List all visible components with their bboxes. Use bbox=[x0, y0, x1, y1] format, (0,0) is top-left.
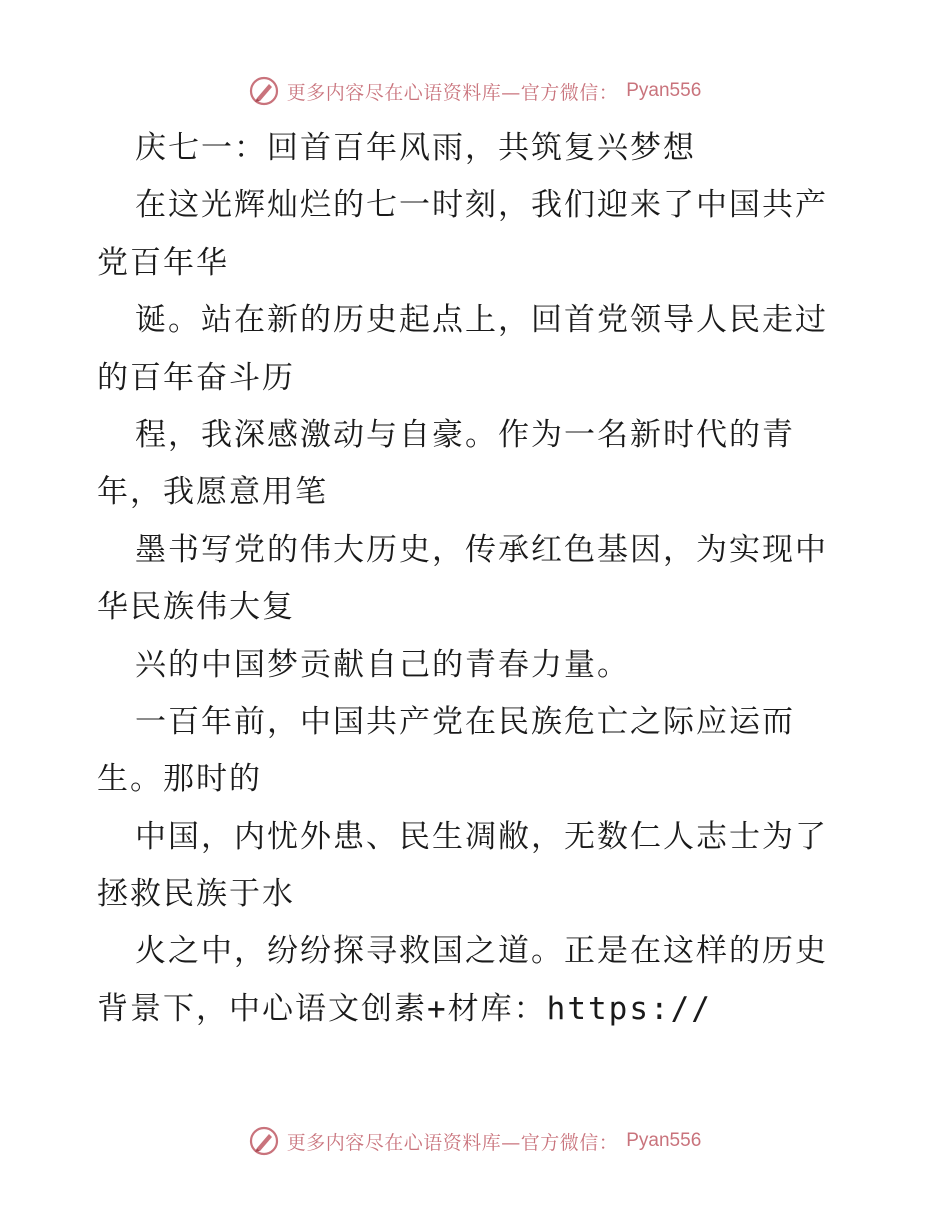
footer-watermark bbox=[0, 1121, 950, 1161]
text-line: 庆七一：回首百年风雨，共筑复兴梦想 bbox=[135, 130, 696, 166]
text-line: 程，我深感激动与自豪。作为一名新时代的青 bbox=[135, 416, 795, 453]
text-line: 生。那时的 bbox=[97, 761, 262, 798]
text-line: 诞。站在新的历史起点上，回首党领导人民走过 bbox=[135, 302, 828, 339]
text-line: 党百年华 bbox=[97, 244, 229, 281]
watermark-text: 更多内容尽在心语资料库—官方微信： bbox=[286, 81, 619, 104]
text-line: 中国，内忧外患、民生凋敝，无数仁人志士为了 bbox=[135, 818, 828, 855]
pen-logo-icon bbox=[249, 1126, 279, 1156]
watermark-text: 更多内容尽在心语资料库—官方微信： bbox=[286, 1131, 619, 1154]
header-watermark bbox=[0, 71, 950, 111]
watermark-account: Pyan556 bbox=[626, 80, 702, 101]
text-line: 在这光辉灿烂的七一时刻，我们迎来了中国共产 bbox=[135, 187, 828, 224]
text-line: 华民族伟大复 bbox=[97, 589, 295, 626]
text-line: 墨书写党的伟大历史，传承红色基因，为实现中 bbox=[135, 531, 828, 568]
text-line: 拯救民族于水 bbox=[97, 876, 295, 913]
pen-logo-icon bbox=[249, 76, 279, 106]
watermark-account: Pyan556 bbox=[626, 1130, 702, 1151]
text-line: 年，我愿意用笔 bbox=[97, 474, 328, 511]
text-line: 的百年奋斗历 bbox=[97, 359, 295, 396]
text-line: 背景下，中心语文创素+材库：https:// bbox=[97, 990, 712, 1027]
text-line: 一百年前，中国共产党在民族危亡之际应运而 bbox=[135, 703, 795, 740]
text-line: 兴的中国梦贡献自己的青春力量。 bbox=[135, 646, 630, 683]
document-body bbox=[97, 120, 867, 1038]
text-line: 火之中，纷纷探寻救国之道。正是在这样的历史 bbox=[135, 933, 828, 970]
